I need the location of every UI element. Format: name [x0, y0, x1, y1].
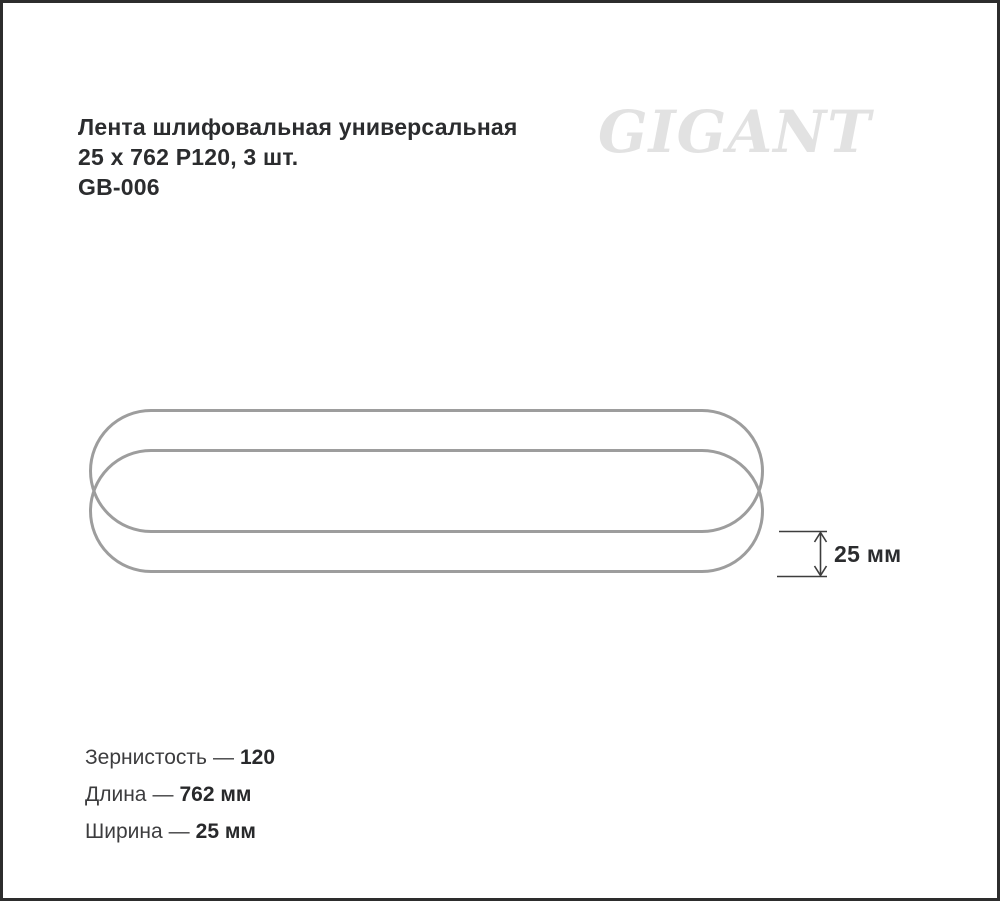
dimension-label: 25 мм [834, 541, 902, 567]
spec-row-width [85, 813, 275, 850]
belt-outline-lower [91, 451, 763, 572]
spec-separator: — [213, 746, 234, 769]
spec-row-length [85, 776, 275, 813]
spec-value: 120 [240, 746, 276, 769]
belt-outline-upper [91, 411, 763, 532]
spec-separator: — [168, 820, 190, 843]
spec-label: Ширина [85, 820, 163, 843]
spec-value: 25 мм [195, 820, 256, 843]
spec-row-grit [85, 739, 275, 776]
product-title-line-2: 25 х 762 P120, 3 шт. [78, 144, 299, 170]
spec-value: 762 мм [179, 783, 252, 806]
spec-label: Длина [85, 783, 147, 806]
brand-logo: GIGANT [598, 98, 872, 166]
product-title-line-1: Лента шлифовальная универсальная [78, 114, 518, 140]
product-sku: GB-006 [78, 174, 160, 200]
spec-label: Зернистость [85, 746, 207, 769]
spec-separator: — [152, 783, 174, 806]
specs-list [85, 739, 275, 850]
dimension-annotation [777, 532, 827, 577]
